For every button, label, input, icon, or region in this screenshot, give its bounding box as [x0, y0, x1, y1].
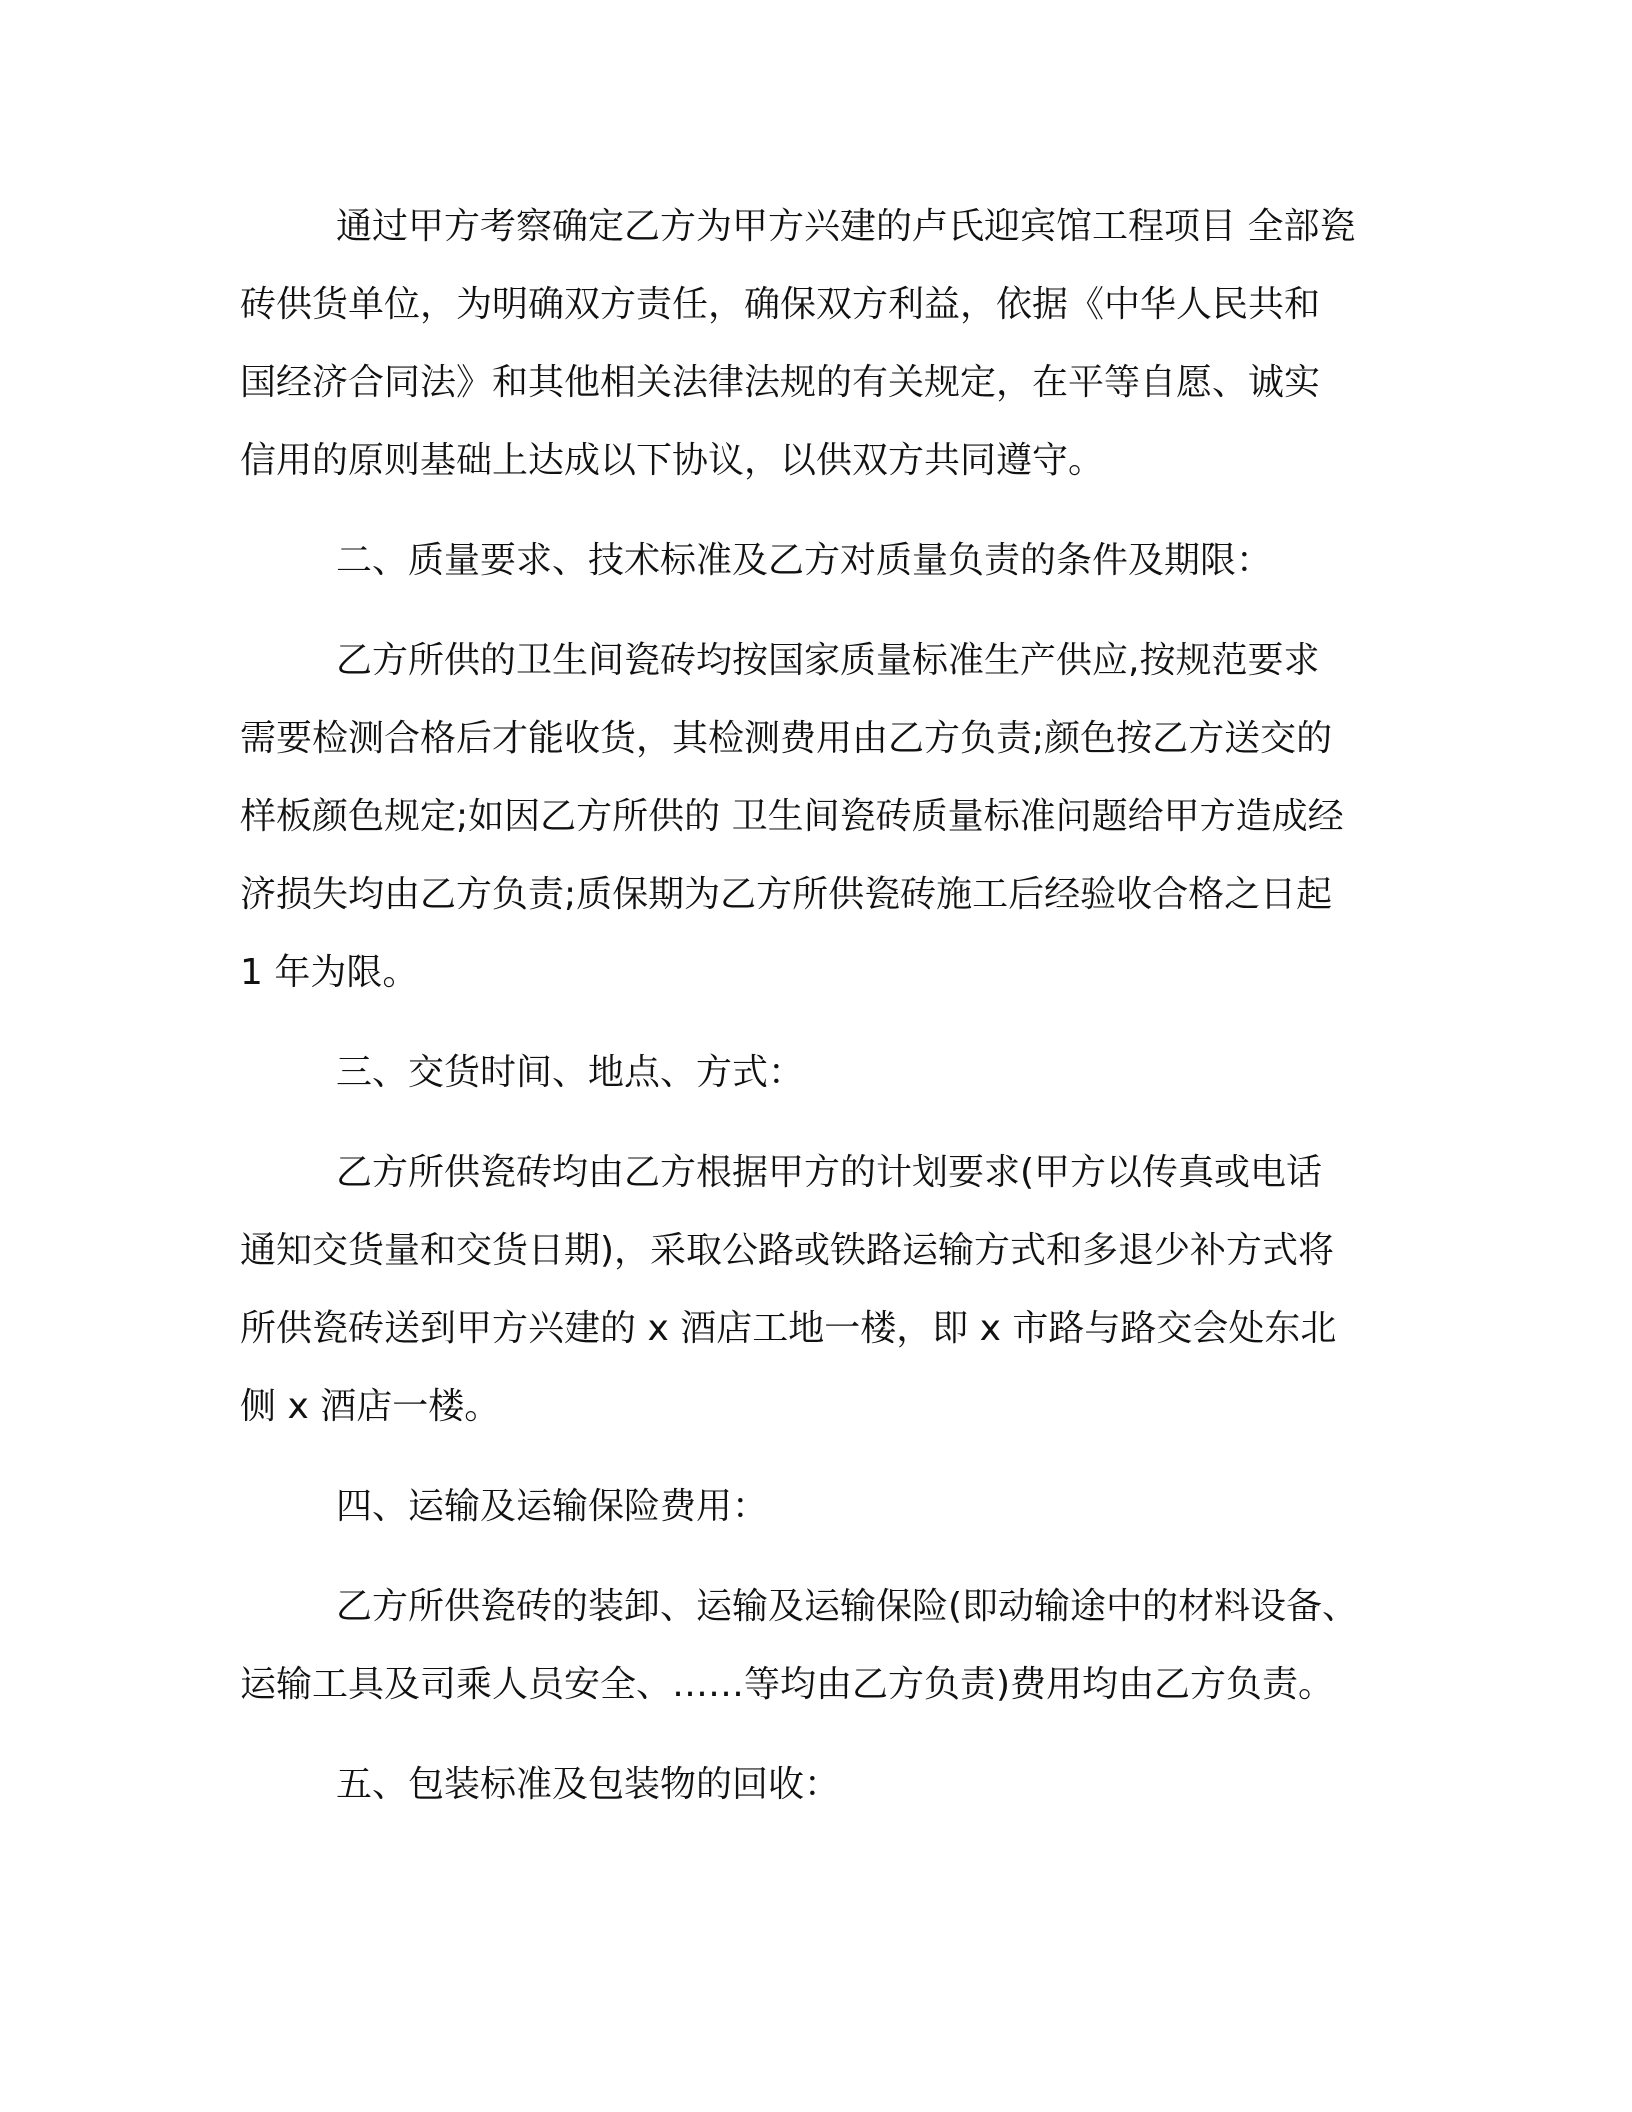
paragraph-spacer	[240, 1546, 1390, 1568]
text-line: 侧 x 酒店一楼。	[240, 1386, 501, 1427]
text-line: 通知交货量和交货日期)，采取公路或铁路运输方式和多退少补方式将	[240, 1230, 1335, 1271]
paragraph-spacer	[240, 1112, 1390, 1134]
paragraph-transport	[240, 1568, 1390, 1724]
paragraph-delivery	[240, 1134, 1390, 1446]
paragraph-quality	[240, 622, 1390, 1012]
heading-line: 四、运输及运输保险费用：	[336, 1486, 769, 1527]
heading-line: 三、交货时间、地点、方式：	[336, 1052, 805, 1093]
text-line: 砖供货单位，为明确双方责任，确保双方利益，依据《中华人民共和	[240, 284, 1321, 325]
text-line: 乙方所供瓷砖的装卸、运输及运输保险(即动输途中的材料设备、	[336, 1586, 1359, 1627]
section-heading-transport	[240, 1468, 1390, 1546]
text-line: 通过甲方考察确定乙方为甲方兴建的卢氏迎宾馆工程项目 全部瓷	[336, 206, 1356, 247]
document-body	[240, 188, 1390, 1824]
text-line: 济损失均由乙方负责;质保期为乙方所供瓷砖施工后经验收合格之日起	[240, 874, 1333, 915]
section-heading-packaging	[240, 1746, 1390, 1824]
text-line: 乙方所供的卫生间瓷砖均按国家质量标准生产供应,按规范要求	[336, 640, 1320, 681]
paragraph-spacer	[240, 1446, 1390, 1468]
section-heading-delivery	[240, 1034, 1390, 1112]
heading-line: 二、质量要求、技术标准及乙方对质量负责的条件及期限：	[336, 540, 1273, 581]
text-line: 运输工具及司乘人员安全、……等均由乙方负责)费用均由乙方负责。	[240, 1664, 1335, 1705]
text-line: 样板颜色规定;如因乙方所供的 卫生间瓷砖质量标准问题给甲方造成经	[240, 796, 1344, 837]
section-heading-quality	[240, 522, 1390, 600]
text-line: 乙方所供瓷砖均由乙方根据甲方的计划要求(甲方以传真或电话	[336, 1152, 1323, 1193]
text-line: 需要检测合格后才能收货，其检测费用由乙方负责;颜色按乙方送交的	[240, 718, 1333, 759]
paragraph-spacer	[240, 500, 1390, 522]
paragraph-intro	[240, 188, 1390, 500]
text-line: 1 年为限。	[240, 952, 419, 993]
paragraph-spacer	[240, 600, 1390, 622]
heading-line: 五、包装标准及包装物的回收：	[336, 1764, 841, 1805]
text-line: 国经济合同法》和其他相关法律法规的有关规定，在平等自愿、诚实	[240, 362, 1321, 403]
paragraph-spacer	[240, 1012, 1390, 1034]
text-line: 所供瓷砖送到甲方兴建的 x 酒店工地一楼，即 x 市路与路交会处东北	[240, 1308, 1337, 1349]
text-line: 信用的原则基础上达成以下协议，以供双方共同遵守。	[240, 440, 1105, 481]
paragraph-spacer	[240, 1724, 1390, 1746]
